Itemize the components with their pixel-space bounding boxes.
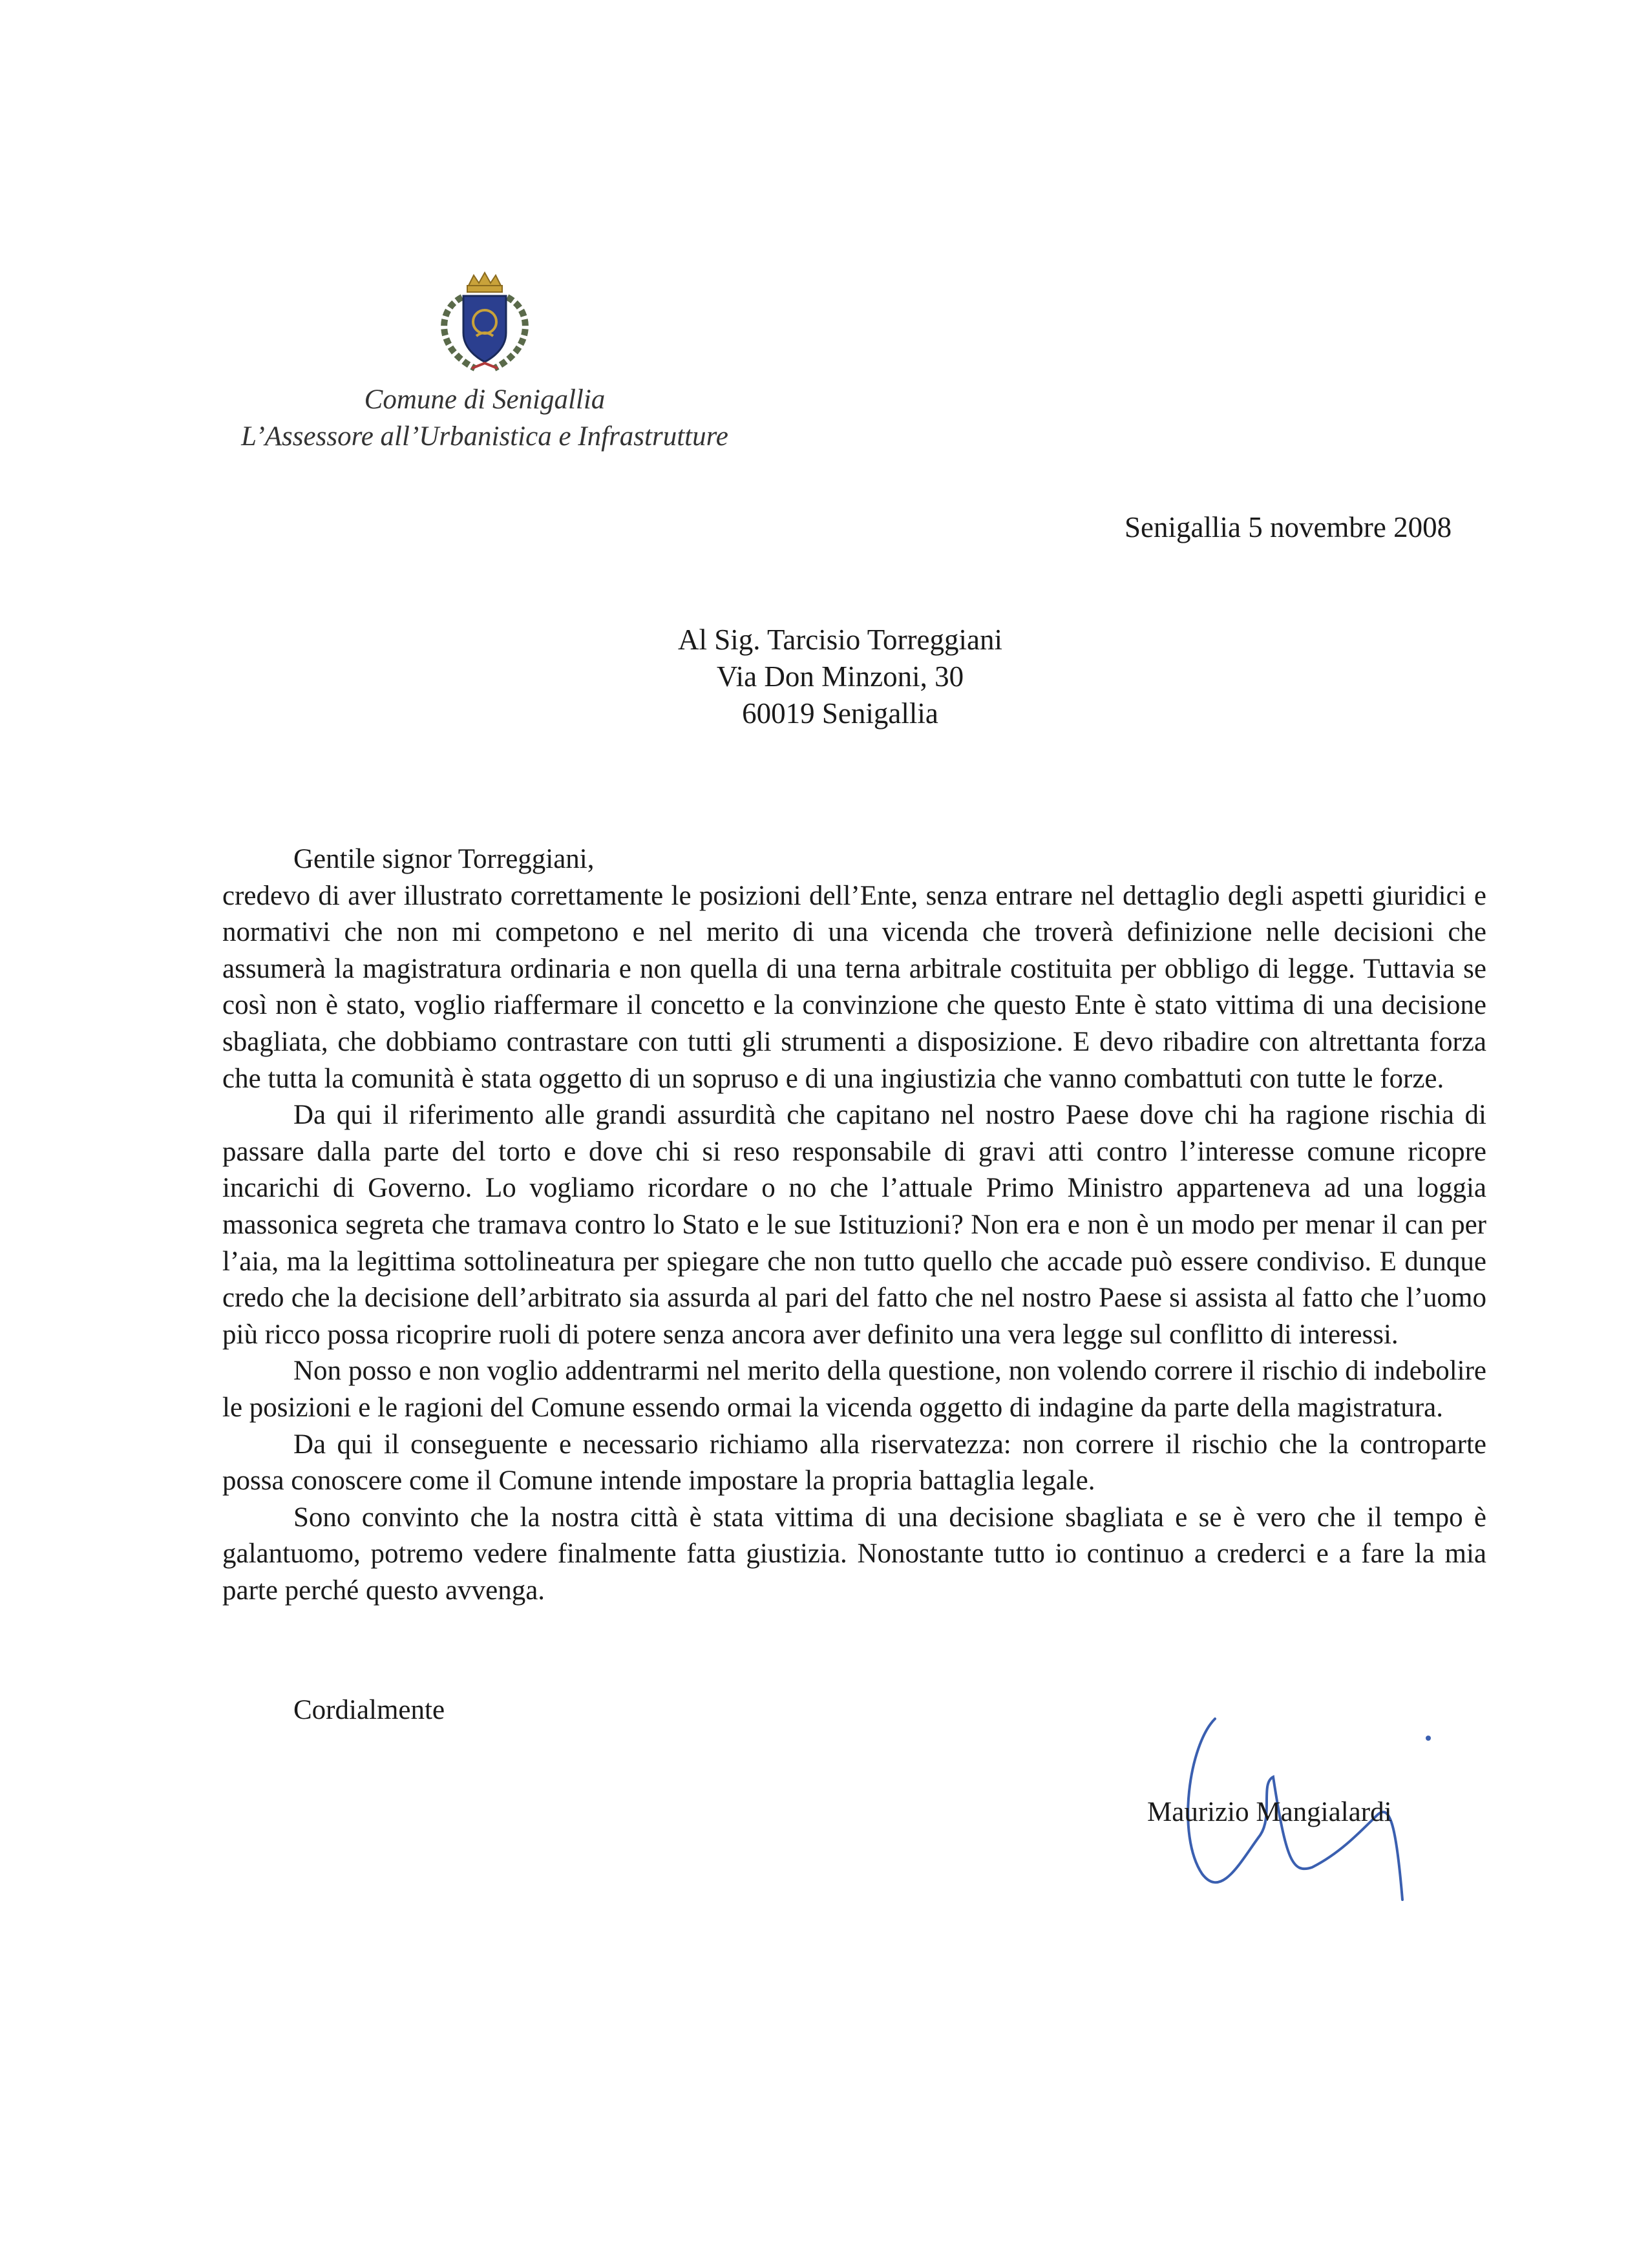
- letter-date: Senigallia 5 novembre 2008: [1125, 511, 1452, 543]
- salutation: Gentile signor Torreggiani,: [293, 844, 595, 874]
- closing: Cordialmente: [293, 1695, 445, 1725]
- paragraph-3: Non posso e non voglio addentrarmi nel merito della questione, non volendo correre il rischio di indebolire le posizioni e le ragioni del Comune essendo ormai la vicenda oggetto di indagine da parte della magistratura.: [222, 1356, 1486, 1423]
- signatory-name: Maurizio Mangialardi: [1147, 1797, 1392, 1827]
- recipient-street: Via Don Minzoni, 30: [716, 660, 964, 693]
- letter-body: [222, 841, 1486, 1609]
- paragraph-2: Da qui il riferimento alle grandi assurdità che capitano nel nostro Paese dove chi ha ragione rischia di passare dalla parte del torto e dove chi si reso responsabile di gravi atti contro l’interesse comune ricopre incarichi di Governo. Lo vogliamo ricordare o no che l’attuale Primo Ministro apparteneva ad una loggia massonica segreta che tramava contro lo Stato e le sue Istituzioni? Non era e non è un modo per menar il can per l’aia, ma la legittima sottolineatura per spiegare che non tutto quello che accade può essere condiviso. E dunque credo che la decisione dell’arbitrato sia assurda al pari del fatto che nel nostro Paese si assista al fatto che l’uomo più ricco possa ricoprire ruoli di potere senza ancora aver definito una vera legge sul conflitto di interessi.: [222, 1100, 1486, 1350]
- paragraph-4: Da qui il conseguente e necessario richiamo alla riservatezza: non correre il rischio che la controparte possa conoscere come il Comune intende impostare la propria battaglia legale.: [222, 1429, 1486, 1496]
- recipient-name: Al Sig. Tarcisio Torreggiani: [678, 624, 1002, 656]
- office-title: L’Assessore all’Urbanistica e Infrastrutture: [241, 421, 728, 452]
- recipient-city: 60019 Senigallia: [742, 697, 938, 730]
- letterhead: [194, 271, 776, 455]
- coat-of-arms-icon: [423, 271, 546, 375]
- recipient-address: [646, 622, 1034, 732]
- paragraph-5: Sono convinto che la nostra città è stata vittima di una decisione sbagliata e se è vero che il tempo è galantuomo, potremo vedere finalmente fatta giustizia. Nonostante tutto io continuo a crederci e a fare la mia parte perché questo avvenga.: [222, 1502, 1486, 1606]
- paragraph-1: credevo di aver illustrato correttamente le posizioni dell’Ente, senza entrare nel dettaglio degli aspetti giuridici e normativi che non mi competono e nel merito di una vicenda che troverà definizione nelle decisioni che assumerà la magistratura ordinaria e non quella di una terna arbitrale costituita per obbligo di legge. Tuttavia se così non è stato, voglio riaffermare il concetto e la convinzione che questo Ente è stato vittima di una decisione sbagliata, che dobbiamo contrastare con tutti gli strumenti a disposizione. E devo ribadire con altrettanta forza che tutta la comunità è stata oggetto di un sopruso e di una ingiustizia che vanno combattuti con tutte le forze.: [222, 880, 1486, 1094]
- municipality-name: Comune di Senigallia: [364, 384, 606, 415]
